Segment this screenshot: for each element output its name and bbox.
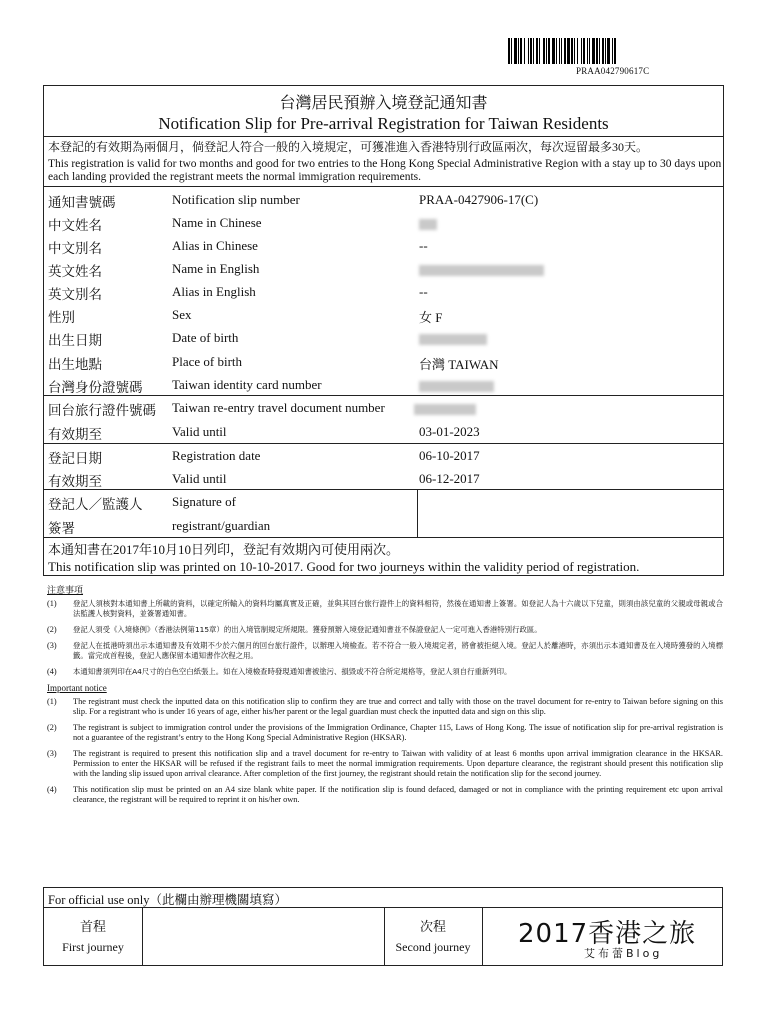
notice-item — [47, 723, 723, 743]
field-value: 女 F — [419, 310, 443, 325]
second-journey-chinese: 次程 — [419, 919, 446, 934]
title-english: Notification Slip for Pre-arrival Registration for Taiwan Residents — [158, 114, 609, 133]
field-label-chinese: 台灣身份證號碼 — [48, 380, 143, 395]
notice-number: (4) — [47, 785, 57, 794]
field-label-english: Alias in English — [172, 284, 256, 299]
field-row — [44, 326, 723, 349]
notice-text: The registrant is subject to immigration control under the provisions of the Immigration Ordinance, Chapter 115, Laws of Hong Kong. The issue of notification slip for pre-arrival registration is not a guarantee of the registrant’s entry to the Hong Kong Special Administrative Region (HKSAR). — [73, 723, 723, 742]
redaction-blur — [414, 404, 476, 415]
divider — [44, 395, 723, 396]
divider — [44, 136, 723, 137]
field-label-chinese: 登記人／監護人 — [48, 497, 143, 512]
notice-number: (3) — [47, 749, 57, 758]
notice-item — [47, 785, 723, 805]
field-label-chinese: 英文姓名 — [48, 264, 102, 279]
field-row — [44, 444, 723, 467]
field-label-chinese: 出生日期 — [48, 333, 102, 348]
official-use-box — [43, 887, 723, 966]
second-journey-cell — [384, 917, 482, 957]
barcode — [508, 38, 728, 64]
field-label-english: Signature of — [172, 494, 236, 509]
field-label-english: Valid until — [172, 471, 227, 486]
redaction-blur — [419, 334, 487, 345]
redaction-blur — [419, 219, 437, 230]
barcode-bar — [616, 38, 617, 64]
field-label-chinese: 出生地點 — [48, 357, 102, 372]
notice-text: 登記人須受《入境條例》（香港法例第115章）的出入境管制規定所規限。獲發預辦入境登記通知書並不保證登記人一定可進入香港特別行政區。 — [73, 625, 542, 634]
notice-item — [47, 625, 723, 635]
redacted-value — [419, 400, 476, 416]
watermark-title: 2017香港之旅 — [518, 919, 697, 949]
field-label-english: Taiwan identity card number — [172, 377, 322, 392]
redacted-value — [419, 261, 544, 277]
divider — [44, 186, 723, 187]
notice-text: This notification slip must be printed on an A4 size blank white paper. If the notification slip is found defaced, damaged or not in compliance with the printing requirement etc upon arrival clearance, the registrant will be required to reprint it on his/her own. — [73, 785, 723, 804]
validity-chinese: 本登記的有效期為兩個月，倘登記人符合一般的入境規定，可獲准進入香港特別行政區兩次，每次逗留最多30天。 — [48, 140, 649, 154]
notice-text: The registrant is required to present this notification slip and a travel document for re-entry to Taiwan with validity of at least 6 months upon arrival immigration clearance in the HKSAR. Permission to enter the HKSAR will be refused if the registrant fails to meet the normal immigration requirements. Upon departure clearance, the registrant should present this notification slip with the landing slip issued upon arrival clearance. After completion of the first journey, the registrant should retain the notification slip for the second journey. — [73, 749, 723, 778]
signature-divider — [417, 489, 418, 537]
field-label-english: Place of birth — [172, 354, 243, 369]
field-row — [44, 303, 723, 326]
notice-number: (2) — [47, 625, 57, 634]
redacted-value — [419, 377, 494, 393]
registration-form — [43, 85, 724, 576]
field-value: 03-01-2023 — [419, 424, 480, 439]
notice-text: 登記人須核對本通知書上所載的資料，以確定所輸入的資料均屬真實及正確，並與其回台旅行證件上的資料相符，然後在通知書上簽署。如登記人為十六歲以下兒童，則須由該兒童的父親或母親或合法監護人核對資料，並簽署通知書。 — [73, 599, 723, 618]
notes-list-english — [47, 697, 723, 805]
field-row — [44, 350, 723, 373]
divider — [142, 907, 143, 966]
field-row — [44, 396, 723, 419]
notice-number: (4) — [47, 667, 57, 676]
divider — [44, 907, 722, 908]
field-row — [44, 490, 723, 513]
notice-item — [47, 599, 723, 619]
divider — [482, 907, 483, 966]
field-value: PRAA-0427906-17(C) — [419, 192, 539, 207]
field-label-chinese: 中文別名 — [48, 241, 102, 256]
notice-item — [47, 641, 723, 661]
notes-section — [47, 585, 723, 811]
notice-text: 登記人在抵港時須出示本通知書及有效期不少於六個月的回台旅行證件，以辦理入境檢查。若不符合一般入境規定者，將會被拒絕入境。登記人於離港時，亦須出示本通知書及在入境時獲發的入境標籤。當完成首程後，登記人應保留本通知書作次程之用。 — [73, 641, 723, 660]
redacted-value — [419, 215, 437, 231]
field-row — [44, 257, 723, 280]
validity-english: This registration is valid for two months and good for two entries to the Hong Kong Special Administrative Region with a stay up to 30 days upon each landing provided the registrant meets the normal immigration requirements. — [48, 158, 722, 183]
field-label-english: Alias in Chinese — [172, 238, 258, 253]
first-journey-chinese: 首程 — [79, 919, 106, 934]
field-label-english: Sex — [172, 307, 192, 322]
field-row — [44, 420, 723, 443]
watermark-subtitle: 艾布蕾Blog — [584, 947, 663, 960]
redaction-blur — [419, 381, 494, 392]
notes-list-chinese — [47, 599, 723, 677]
field-label-english: registrant/guardian — [172, 518, 271, 533]
redaction-blur — [419, 265, 544, 276]
first-journey-english: First journey — [62, 940, 124, 954]
divider — [44, 537, 723, 538]
field-label-english: Name in English — [172, 261, 260, 276]
notice-item — [47, 697, 723, 717]
notes-heading-english: Important notice — [47, 683, 107, 693]
notice-item — [47, 749, 723, 779]
field-row — [44, 234, 723, 257]
field-label-english: Date of birth — [172, 330, 239, 345]
notice-number: (1) — [47, 599, 57, 608]
notice-text: 本通知書須列印在A4尺寸的白色空白紙張上。如在入境檢查時發現通知書被塗污、損毀或不符合所定規格等，登記人須自行重新列印。 — [73, 667, 512, 676]
divider — [44, 443, 723, 444]
field-label-chinese: 英文別名 — [48, 287, 102, 302]
first-journey-cell — [44, 917, 142, 957]
field-row — [44, 373, 723, 396]
official-use-header: For official use only（此欄由辦理機關填寫） — [48, 893, 287, 907]
notice-item — [47, 667, 723, 677]
notice-text: The registrant must check the inputted data on this notification slip to confirm they are true and correct and tally with those on the travel document for re-entry to Taiwan before signing on this slip. For a registrant who is under 16 years of age, either his/her parent or the legal guardian must check the inputted data and sign on this slip. — [73, 697, 723, 716]
field-label-english: Registration date — [172, 448, 261, 463]
divider — [44, 489, 723, 490]
notice-number: (2) — [47, 723, 57, 732]
field-value: 台灣 TAIWAN — [419, 357, 499, 372]
barcode-code: PRAA042790617C — [576, 66, 650, 76]
printed-notice-english: This notification slip was printed on 10-10-2017. Good for two journeys within the validity period of registration. — [48, 559, 640, 574]
field-value: 06-10-2017 — [419, 448, 480, 463]
field-label-english: Name in Chinese — [172, 215, 262, 230]
field-row — [44, 467, 723, 490]
field-label-english: Notification slip number — [172, 192, 300, 207]
notes-heading-chinese: 注意事項 — [47, 585, 84, 595]
field-row — [44, 280, 723, 303]
field-value: -- — [419, 284, 428, 299]
notice-number: (3) — [47, 641, 57, 650]
notice-number: (1) — [47, 697, 57, 706]
field-label-chinese: 簽署 — [48, 521, 75, 536]
title-chinese: 台灣居民預辦入境登記通知書 — [279, 95, 488, 112]
field-label-chinese: 有效期至 — [48, 427, 102, 442]
field-row — [44, 211, 723, 234]
field-label-chinese: 有效期至 — [48, 474, 102, 489]
field-label-chinese: 通知書號碼 — [48, 195, 116, 210]
redacted-value — [419, 330, 487, 346]
second-journey-english: Second journey — [395, 940, 471, 954]
field-label-chinese: 性別 — [48, 310, 75, 325]
field-value: 06-12-2017 — [419, 471, 480, 486]
field-label-chinese: 中文姓名 — [48, 218, 102, 233]
field-row — [44, 514, 723, 537]
printed-notice-chinese: 本通知書在2017年10月10日列印，登記有效期內可使用兩次。 — [48, 542, 400, 557]
field-label-english: Valid until — [172, 424, 227, 439]
field-value: -- — [419, 238, 428, 253]
field-label-chinese: 登記日期 — [48, 451, 102, 466]
field-row — [44, 188, 723, 211]
field-label-english: Taiwan re-entry travel document number — [172, 400, 385, 415]
field-label-chinese: 回台旅行證件號碼 — [48, 403, 156, 418]
